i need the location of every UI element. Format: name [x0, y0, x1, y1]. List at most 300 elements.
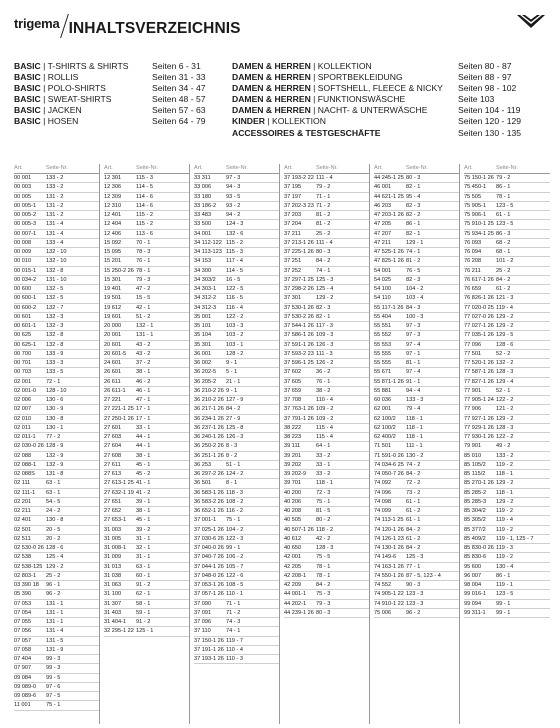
page-number: 129 - 2 [496, 415, 514, 422]
index-row [284, 424, 370, 433]
page-number: 39 - 2 [136, 526, 151, 533]
page-number: 76 - 1 [316, 378, 331, 385]
index-row [194, 442, 280, 451]
article-number: 55 553 [374, 341, 392, 348]
page-number: 80 - 3 [316, 249, 331, 255]
page-number: 103 - 2 [226, 332, 244, 339]
article-number: 27 653-1 [104, 517, 127, 524]
article-number: 74 163-1 26 [374, 563, 404, 570]
article-number: 37 203 [284, 212, 302, 218]
article-number: 37 605 [284, 378, 302, 385]
index-row [284, 387, 370, 396]
index-row [464, 396, 550, 405]
article-number: 74 126-1 23 [374, 535, 404, 542]
index-row [374, 609, 460, 618]
article-number: 36 210-2 26 [194, 387, 224, 394]
article-number: 27 221-1 25 [104, 406, 134, 413]
index-row [104, 544, 190, 553]
toc-entry-category: KINDER [232, 116, 265, 127]
toc-entry[interactable] [232, 128, 548, 139]
index-row [104, 313, 190, 322]
article-number: 55 404 [374, 313, 392, 320]
page-number: 81 - 2 [316, 212, 331, 218]
article-number: 38 222 [284, 424, 302, 431]
page-number: 45 - 2 [136, 471, 151, 477]
page-number: 60 - 1 [136, 572, 151, 579]
page-number: 74 - 1 [316, 267, 331, 274]
index-row [284, 359, 370, 368]
article-number: 00 007-1 [14, 230, 37, 237]
article-number: 47 207 [374, 230, 392, 237]
index-row [14, 683, 100, 692]
index-row [14, 646, 100, 655]
index-row [104, 230, 190, 239]
article-number: 34 113-123 [194, 249, 222, 255]
index-row [194, 553, 280, 562]
article-number: 34 312-3 [194, 304, 217, 311]
article-number: 40 650 [284, 545, 302, 551]
index-row [284, 433, 370, 442]
article-number: 60 036 [374, 397, 392, 403]
page-number: 126 - 3 [316, 341, 334, 348]
page-number: 8 - 2 [226, 452, 238, 459]
page-number: 119 - 2 [496, 554, 513, 561]
index-row [374, 248, 460, 257]
page-number: 104 - 2 [406, 286, 424, 292]
page-number: 39 - 1 [136, 498, 151, 505]
article-number: 37 301 [284, 295, 302, 302]
index-row [374, 498, 460, 507]
page-number: 131 - 2 [46, 202, 64, 209]
index-row [14, 415, 100, 424]
page-number: 97 - 3 [406, 332, 421, 339]
index-row [194, 516, 280, 525]
page-number: 132 - 7 [46, 304, 64, 311]
toc-entry[interactable] [14, 83, 226, 94]
article-number: 37 602 [284, 369, 302, 376]
article-number: 00 003 [14, 184, 32, 191]
page-number: 129 - 2 [496, 313, 514, 320]
article-number: 12 406 [104, 230, 122, 237]
article-number: 15 250-2 26 [104, 267, 134, 274]
index-row [194, 378, 280, 387]
article-number: 12 309 [104, 193, 122, 200]
article-number: 37 057-1 26 [194, 591, 224, 598]
article-number: 15 301 [104, 276, 122, 283]
index-row [374, 461, 460, 470]
page-number: 133 - 3 [46, 360, 64, 366]
article-number: 31 403 [104, 609, 122, 616]
index-row [284, 276, 370, 285]
page-number: 131 - 4 [46, 221, 64, 228]
page-number: 126 - 3 [226, 434, 244, 440]
toc-entry-name [232, 61, 458, 72]
page-number: 33 - 2 [316, 452, 331, 459]
toc-entry[interactable] [14, 94, 226, 105]
index-row [14, 627, 100, 636]
index-row [14, 267, 100, 276]
toc-entry-label: NACHT- & UNTERWÄSCHE [317, 105, 428, 116]
page-number: 84 - 2 [406, 471, 421, 477]
toc-entry-pages: Seiten 64 - 79 [152, 116, 206, 127]
article-number: 33 483 [194, 212, 212, 218]
article-number: 37 791-1 26 [284, 415, 314, 422]
article-number: 74 096 [374, 489, 392, 496]
article-number: 85 115/2 [464, 471, 486, 477]
index-row [194, 257, 280, 266]
page-number: 93 - 5 [226, 193, 241, 200]
index-row [374, 350, 460, 359]
index-row [194, 220, 280, 229]
index-row [194, 590, 280, 599]
page-number: 33 - 1 [136, 424, 151, 431]
index-row [14, 368, 100, 377]
article-number: 02 538-125 [14, 563, 43, 570]
article-number: 44 202-1 [284, 600, 307, 607]
page-number: 132 - 2 [496, 360, 514, 366]
page-number: 78 - 1 [316, 563, 331, 570]
index-row [104, 174, 190, 183]
article-number: 74 120-1 26 [374, 526, 404, 533]
index-row [14, 239, 100, 248]
index-row [194, 211, 280, 220]
article-number: 37 530-2 26 [284, 313, 314, 320]
page-number: 114 - 5 [226, 267, 243, 274]
article-number: 26 601 [104, 369, 122, 376]
toc-entry[interactable] [232, 105, 548, 116]
article-number: 00 600-2 [14, 304, 37, 311]
page-number: 124 - 2 [226, 471, 244, 477]
toc-entry[interactable] [232, 83, 548, 94]
index-row [374, 202, 460, 211]
index-row [464, 424, 550, 433]
page-number: 72 - 1 [46, 378, 61, 385]
page-number: 132 - 8 [46, 332, 64, 339]
index-row [464, 479, 550, 488]
article-number: 12 306 [104, 184, 122, 191]
index-row [14, 257, 100, 266]
article-number: 02 111 [14, 480, 31, 487]
index-row [14, 701, 100, 710]
article-number: 33 500 [194, 221, 212, 228]
index-row [104, 507, 190, 516]
index-row [284, 341, 370, 350]
index-row [104, 285, 190, 294]
page-number: 96 - 2 [46, 591, 61, 598]
index-row [14, 396, 100, 405]
index-row [374, 470, 460, 479]
toc-entry[interactable] [232, 94, 548, 105]
page-number: 125 - 3 [406, 554, 424, 561]
page-number: 103 - 4 [406, 295, 424, 302]
page-number: 91 - 1 [406, 378, 421, 385]
article-number: 85 830-0 26 [464, 545, 494, 551]
toc-entry-category: DAMEN & HERREN [232, 83, 311, 94]
index-row [194, 609, 280, 618]
article-number: 85 377/2 [464, 526, 486, 533]
article-number: 85 305/2 [464, 517, 486, 524]
toc-entry-label: HOSEN [47, 116, 79, 127]
index-row [464, 276, 550, 285]
index-row [464, 442, 550, 451]
index-row [14, 452, 100, 461]
index-row [464, 609, 550, 618]
page-number: 99 - 3 [46, 656, 61, 662]
index-row [374, 331, 460, 340]
article-number: 46 203 [374, 202, 392, 209]
article-number: 77 906 [464, 406, 482, 413]
page-number: 128 - 6 [46, 545, 64, 551]
article-number: 77 927-1 26 [464, 415, 494, 422]
article-number: 74 910-1 22 [374, 600, 404, 607]
page-number: 132 - 8 [46, 267, 64, 274]
article-number: 77 827-1 26 [464, 378, 494, 385]
page-number: 76 - 1 [136, 258, 151, 265]
index-row [194, 322, 280, 331]
page-number: 47 - 1 [136, 397, 151, 403]
index-row [284, 600, 370, 609]
toc-entry[interactable] [14, 72, 226, 83]
page-number: 119 - 4 [496, 304, 513, 311]
page-number: 109 - 3 [316, 332, 334, 339]
article-number: 27 613 [104, 471, 122, 477]
index-row [374, 535, 460, 544]
toc-entry-label: SPORTBEKLEIDUNG [317, 72, 403, 83]
index-row [464, 461, 550, 470]
toc-entry-name [14, 83, 152, 94]
article-number: 19 612 [104, 304, 122, 311]
article-number: 00 005-1 [14, 202, 37, 209]
header-page-label: Seite-Nr. [46, 165, 68, 171]
header-page-label: Seite-Nr. [316, 165, 338, 171]
index-row [104, 183, 190, 192]
index-row [374, 489, 460, 498]
page-number: 86 - 1 [496, 572, 511, 579]
index-row [374, 193, 460, 202]
article-number: 27 652 [104, 508, 122, 514]
page-number: 41 - 1 [136, 480, 151, 487]
article-number: 36 251-1 26 [194, 452, 224, 459]
page-number: 81 - 5 [316, 508, 331, 514]
index-row [374, 563, 460, 572]
page-number: 123 - 5 [496, 591, 514, 598]
index-row [104, 331, 190, 340]
index-row [14, 405, 100, 414]
page-number: 38 - 1 [136, 508, 151, 514]
article-number: 31 008-1 [104, 545, 127, 551]
index-row [104, 387, 190, 396]
index-row [194, 424, 280, 433]
index-row [374, 526, 460, 535]
article-number: 77 905-1 24 [464, 397, 494, 403]
article-number: 74 050-7 26 [374, 471, 404, 477]
index-row [104, 563, 190, 572]
page-number: 131 - 1 [46, 609, 64, 616]
toc-entry[interactable] [14, 105, 226, 116]
index-row [104, 461, 190, 470]
article-number: 37 197 [284, 193, 302, 200]
index-row [14, 535, 100, 544]
index-row [194, 405, 280, 414]
toc-entry[interactable] [14, 61, 226, 72]
article-number: 77 027-0 26 [464, 313, 494, 320]
article-number: 37 044-1 26 [194, 563, 224, 570]
article-number: 37 544-1 26 [284, 323, 314, 329]
index-row [464, 313, 550, 322]
page-number: 24 - 2 [46, 508, 61, 514]
page-number: 114 - 6 [136, 193, 153, 200]
index-row [104, 322, 190, 331]
index-column [100, 164, 190, 724]
index-row [104, 220, 190, 229]
article-number: 34 300 [194, 267, 212, 274]
article-number: 31 013 [104, 563, 122, 570]
header-art-label: Art. [374, 165, 383, 171]
page-number: 125 - 4 [316, 286, 334, 292]
article-number: 76 093 [464, 239, 482, 246]
article-number: 24 601 [104, 360, 122, 366]
toc-entry[interactable] [232, 72, 548, 83]
index-row [104, 267, 190, 276]
index-row [104, 553, 190, 562]
index-column-header [194, 164, 280, 174]
page-number: 124 - 3 [226, 221, 244, 228]
page-number: 16 - 5 [226, 276, 241, 283]
index-row [104, 276, 190, 285]
index-row [104, 479, 190, 488]
index-row [194, 313, 280, 322]
index-column-header [374, 164, 460, 174]
page-number: 97 - 5 [46, 693, 61, 699]
page-number: 119 - 2 [496, 526, 513, 533]
article-number: 19 601 [104, 313, 122, 320]
page-number: 118 - 1 [496, 471, 513, 477]
article-number: 00 009 [14, 249, 32, 255]
toc-entry-pages: Seiten 120 - 129 [458, 116, 522, 127]
article-number: 99 311-1 [464, 609, 486, 616]
article-number: 40 505 [284, 517, 302, 524]
article-number: 37 025-1 26 [194, 526, 224, 533]
toc-entry-category: BASIC [14, 94, 41, 105]
page-number: 59 - 1 [136, 609, 151, 616]
article-number: 27 608 [104, 452, 122, 459]
article-number: 37 596-1 25 [284, 360, 314, 366]
toc-entry-name [232, 72, 458, 83]
article-number: 02 803-1 [14, 572, 37, 579]
article-number: 31 003 [104, 526, 122, 533]
index-row [284, 202, 370, 211]
index-row [104, 341, 190, 350]
index-row [194, 581, 280, 590]
article-number: 03 390 18 [14, 582, 39, 588]
page-number: 110 - 3 [226, 656, 243, 662]
article-number: 77 027-1 26 [464, 323, 494, 329]
article-number: 37 195 [284, 184, 302, 191]
page-number: 32 - 1 [136, 545, 151, 551]
page-number: 31 - 1 [136, 554, 151, 561]
page-number: 52 - 1 [496, 387, 511, 394]
index-row [284, 257, 370, 266]
article-number: 74 098 [374, 498, 392, 505]
index-row [194, 359, 280, 368]
index-row [374, 183, 460, 192]
index-row [14, 581, 100, 590]
toc-entry-pages: Seiten 88 - 97 [458, 72, 512, 83]
index-row [14, 248, 100, 257]
index-row [284, 405, 370, 414]
page-number: 71 - 2 [316, 202, 331, 209]
index-row [14, 350, 100, 359]
page-number: 70 - 1 [136, 239, 151, 246]
page-number: 118 - 1 [496, 489, 513, 496]
article-number: 36 234-1 26 [194, 415, 224, 422]
page-title: INHALTSVERZEICHNIS [68, 20, 241, 37]
article-number: 37 593-2 23 [284, 350, 314, 357]
index-row [464, 322, 550, 331]
index-row [464, 600, 550, 609]
page-number: 128 - 2 [226, 350, 244, 357]
toc-entry[interactable] [232, 116, 548, 127]
toc-entry-category: ACCESSOIRES & TESTGESCHÄFTE [232, 127, 381, 138]
index-row [14, 572, 100, 581]
index-row [14, 313, 100, 322]
article-number: 37 211 [284, 230, 301, 237]
page-number: 75 - 1 [226, 517, 241, 524]
article-number: 36 217-1 26 [194, 406, 224, 413]
page-number: 118 - 2 [316, 526, 333, 533]
page-number: 51 - 1 [226, 461, 241, 468]
toc-entry-separator: | [40, 116, 48, 127]
index-row [14, 498, 100, 507]
article-number: 77 501 [464, 350, 482, 357]
page-number: 118 - 1 [406, 415, 423, 422]
page-number: 80 - 3 [406, 175, 421, 181]
index-row [14, 461, 100, 470]
article-number: 77 587-1 26 [464, 369, 494, 376]
article-number: 27 651 [104, 498, 122, 505]
page-number: 61 - 2 [496, 286, 511, 292]
page-number: 128 - 10 [46, 387, 67, 394]
page-number: 49 - 2 [496, 443, 511, 450]
toc-entry[interactable] [14, 116, 226, 127]
toc-left-section [14, 61, 226, 128]
toc-entry-pages: Seiten 57 - 63 [152, 105, 206, 116]
page-number: 79 - 3 [136, 276, 151, 283]
index-row [194, 544, 280, 553]
index-row [14, 220, 100, 229]
index-row [464, 590, 550, 599]
index-row [14, 609, 100, 618]
article-number: 37 591-1 26 [284, 341, 314, 348]
page-number: 130 - 6 [46, 397, 64, 403]
article-number: 85 830-6 [464, 554, 487, 561]
page-number: 125 - 1 [136, 628, 154, 635]
page-number: 123 - 3 [406, 600, 424, 607]
toc-entry-separator: | [264, 116, 272, 127]
index-row [464, 220, 550, 229]
toc-entry[interactable] [232, 61, 548, 72]
page-number: 132 - 5 [46, 286, 64, 292]
page-number: 58 - 1 [136, 600, 151, 607]
article-number: 15 095 [104, 249, 122, 255]
article-number: 55 881 [374, 387, 392, 394]
page-number: 115 - 3 [136, 175, 153, 181]
page-number: 46 - 2 [136, 378, 151, 385]
index-row [194, 655, 280, 664]
index-row [194, 387, 280, 396]
header-art-label: Art. [464, 165, 473, 171]
article-number: 74 552 [374, 582, 392, 588]
